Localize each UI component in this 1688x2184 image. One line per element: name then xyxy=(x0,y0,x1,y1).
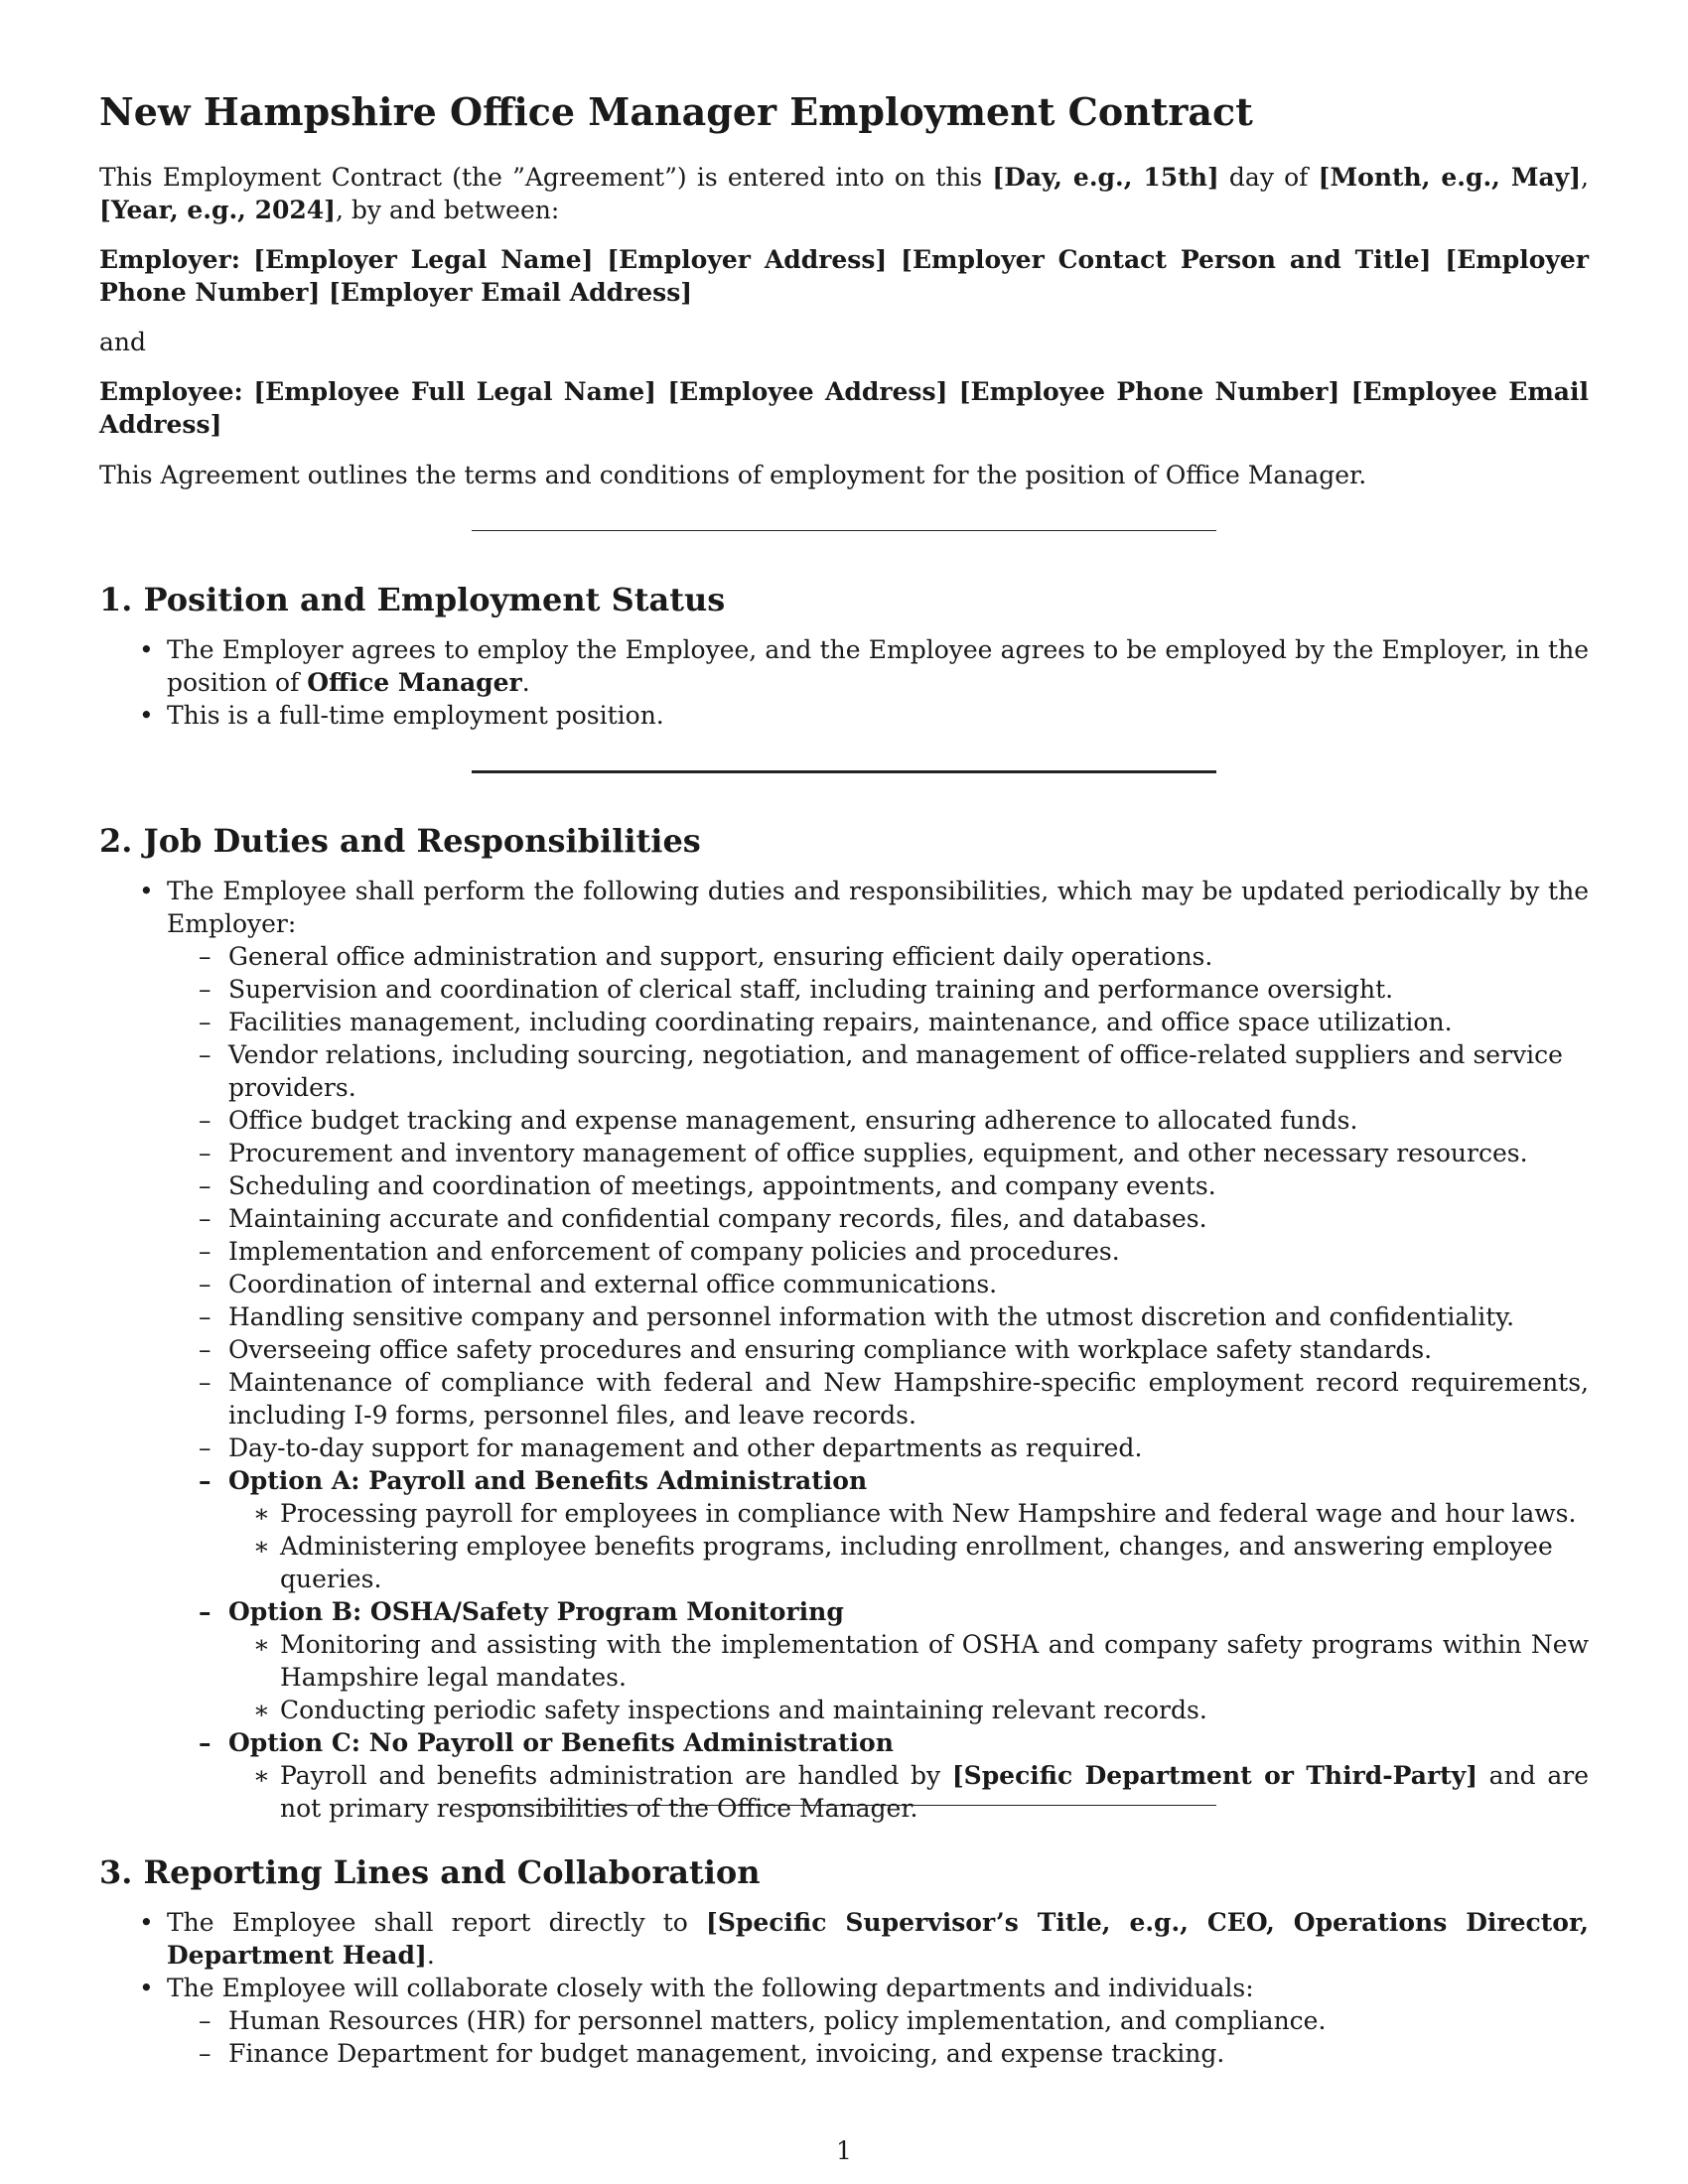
intro-paragraph xyxy=(99,161,1589,226)
option-item: ∗ Administering employee benefits programs, including enrollment, changes, and answering employee queries. xyxy=(99,1530,1589,1595)
employee-fields: [Employee Full Legal Name] [Employee Address] [Employee Phone Number] [Employee Email Address] xyxy=(99,377,1589,439)
employer-block xyxy=(99,243,1589,309)
position-title: Office Manager xyxy=(307,668,522,697)
section-divider xyxy=(472,530,1216,531)
list-item: • This is a full-time employment position. xyxy=(99,699,1589,732)
option-c-title: – Option C: No Payroll or Benefits Administration xyxy=(99,1726,1589,1759)
duty-item: – Maintenance of compliance with federal and New Hampshire-specific employment record requirements, including I-9 forms, personnel files, and leave records. xyxy=(99,1366,1589,1432)
and-text: and xyxy=(99,328,147,356)
employer-label: Employer: xyxy=(99,245,240,274)
intro-text: , by and between: xyxy=(335,196,560,224)
duty-item: – Scheduling and coordination of meetings, appointments, and company events. xyxy=(99,1169,1589,1202)
option-item: ∗ Processing payroll for employees in compliance with New Hampshire and federal wage and hour laws. xyxy=(99,1497,1589,1530)
intro-text: This Employment Contract (the ”Agreement”) is entered into on this xyxy=(99,163,993,192)
intro-text: day of xyxy=(1218,163,1319,192)
item-text: The Employer agrees to employ the Employee, and the Employee agrees to be employed by the Employer, in the position of xyxy=(167,635,1589,697)
duty-item: – Coordination of internal and external office communications. xyxy=(99,1268,1589,1300)
section-2-list xyxy=(99,875,1589,1825)
supervisor-placeholder: [Specific Supervisor’s Title, e.g., CEO, Operations Director, Department Head] xyxy=(167,1908,1589,1970)
item-text: and are not primary responsibilities of the Office Manager. xyxy=(280,1761,1589,1823)
document-title: New Hampshire Office Manager Employment Contract xyxy=(99,89,1253,134)
section-1-list xyxy=(99,633,1589,732)
option-item xyxy=(99,1759,1589,1825)
department-placeholder: [Specific Department or Third-Party] xyxy=(951,1761,1478,1790)
item-text: . xyxy=(521,668,530,697)
duty-item: – Implementation and enforcement of company policies and procedures. xyxy=(99,1235,1589,1268)
list-item: • The Employee shall perform the following duties and responsibilities, which may be updated periodically by the Employer: xyxy=(99,875,1589,940)
intro-text: , xyxy=(1581,163,1589,192)
option-item: ∗ Conducting periodic safety inspections and maintaining relevant records. xyxy=(99,1694,1589,1726)
month-placeholder: [Month, e.g., May] xyxy=(1318,163,1582,192)
list-item xyxy=(99,1906,1589,1972)
employee-block xyxy=(99,375,1589,441)
duty-item: – Facilities management, including coordinating repairs, maintenance, and office space utilization. xyxy=(99,1006,1589,1038)
list-item xyxy=(99,633,1589,699)
duty-item: – Overseeing office safety procedures and ensuring compliance with workplace safety standards. xyxy=(99,1333,1589,1366)
section-divider xyxy=(472,770,1216,773)
duty-item: – Supervision and coordination of clerical staff, including training and performance oversight. xyxy=(99,973,1589,1006)
day-placeholder: [Day, e.g., 15th] xyxy=(992,163,1219,192)
duty-item: – Handling sensitive company and personnel information with the utmost discretion and confidentiality. xyxy=(99,1300,1589,1333)
option-item: ∗ Monitoring and assisting with the implementation of OSHA and company safety programs within New Hampshire legal mandates. xyxy=(99,1628,1589,1694)
outline-paragraph: This Agreement outlines the terms and conditions of employment for the position of Office Manager. xyxy=(99,461,1367,489)
section-3-heading: 3. Reporting Lines and Collaboration xyxy=(99,1853,761,1891)
duty-item: – Day-to-day support for management and other departments as required. xyxy=(99,1432,1589,1464)
item-text: The Employee shall report directly to xyxy=(167,1908,707,1937)
collab-item: – Finance Department for budget management, invoicing, and expense tracking. xyxy=(99,2037,1589,2070)
item-text: . xyxy=(426,1941,435,1970)
section-1-heading: 1. Position and Employment Status xyxy=(99,581,726,618)
collab-item: – Human Resources (HR) for personnel matters, policy implementation, and compliance. xyxy=(99,2004,1589,2037)
option-a-title: – Option A: Payroll and Benefits Administration xyxy=(99,1464,1589,1497)
section-3-list xyxy=(99,1906,1589,2070)
employee-label: Employee: xyxy=(99,377,243,406)
item-text: Payroll and benefits administration are handled by xyxy=(280,1761,952,1790)
duty-item: – Office budget tracking and expense management, ensuring adherence to allocated funds. xyxy=(99,1104,1589,1137)
page-number: 1 xyxy=(836,2136,852,2165)
list-item: • The Employee will collaborate closely with the following departments and individuals: xyxy=(99,1972,1589,2004)
section-divider xyxy=(472,1805,1216,1806)
option-b-title: – Option B: OSHA/Safety Program Monitoring xyxy=(99,1595,1589,1628)
section-2-heading: 2. Job Duties and Responsibilities xyxy=(99,822,701,860)
duty-item: – General office administration and support, ensuring efficient daily operations. xyxy=(99,940,1589,973)
duty-item: – Procurement and inventory management of office supplies, equipment, and other necessary resources. xyxy=(99,1137,1589,1169)
duty-item: – Maintaining accurate and confidential company records, files, and databases. xyxy=(99,1202,1589,1235)
year-placeholder: [Year, e.g., 2024] xyxy=(99,196,336,224)
duty-item: – Vendor relations, including sourcing, negotiation, and management of office-related suppliers and service providers. xyxy=(99,1038,1589,1104)
employer-fields: [Employer Legal Name] [Employer Address] [Employer Contact Person and Title] [Employer Phone Number] [Employer Email Address] xyxy=(99,245,1589,307)
